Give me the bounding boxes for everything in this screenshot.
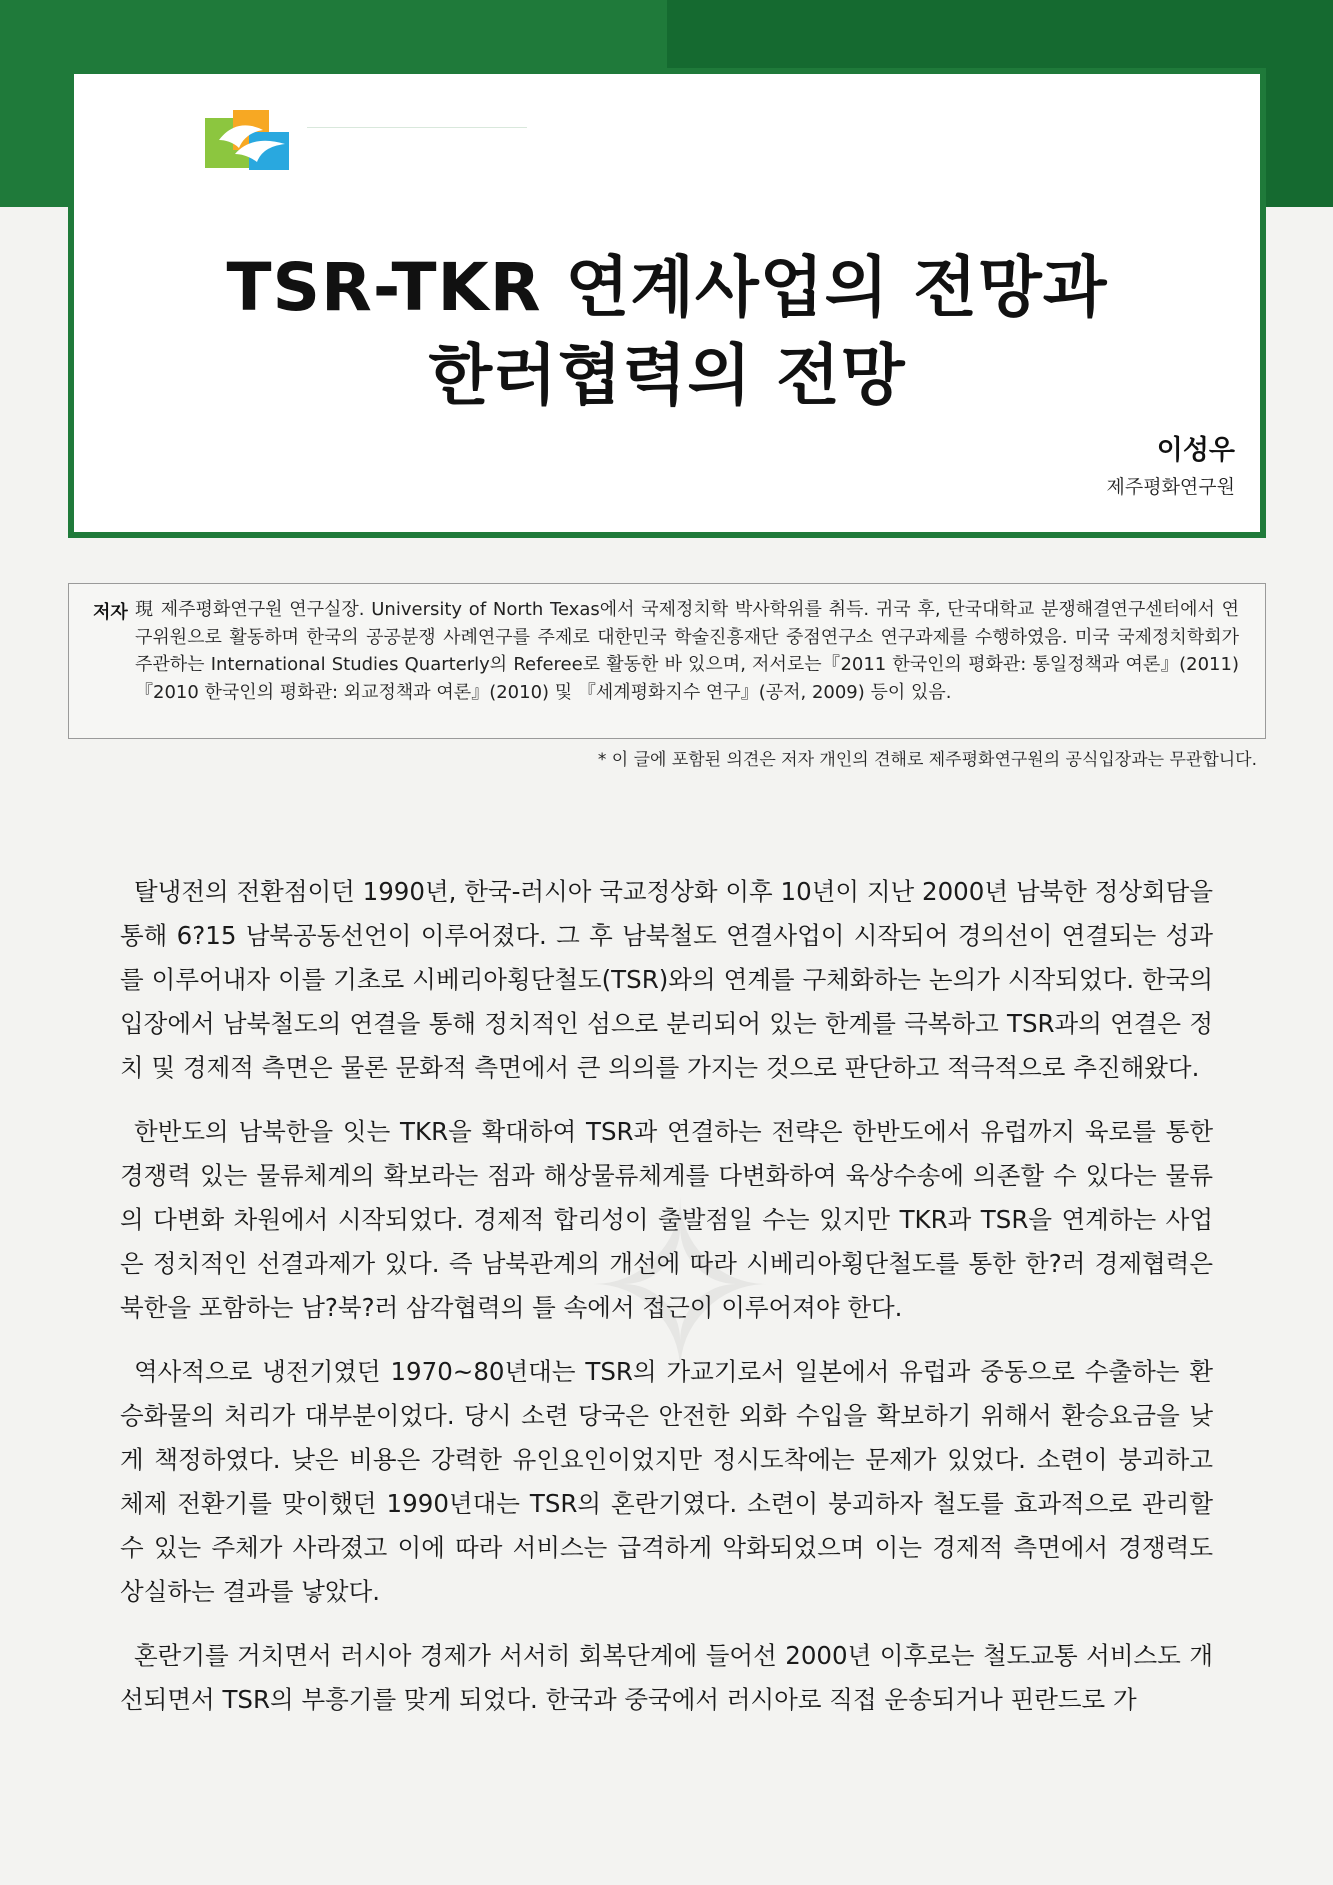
peacenet-brand: PeaceNet bbox=[889, 118, 1111, 168]
dove-logo-icon bbox=[205, 110, 293, 172]
title-line-1: TSR-TKR 연계사업의 전망과 bbox=[226, 249, 1108, 326]
bio-label: 저자 bbox=[93, 602, 128, 623]
institute-name-ko: 제주평화연구원 bbox=[307, 138, 531, 174]
disclaimer: * 이 글에 포함된 의견은 저자 개인의 견해로 제주평화연구원의 공식입장과는 무관합니다. bbox=[597, 750, 1257, 770]
document-title bbox=[74, 244, 1260, 420]
jpi-peacenet-logo bbox=[815, 113, 1111, 173]
author-affiliation: 제주평화연구원 bbox=[1106, 476, 1235, 498]
jeju-peace-institute-logo bbox=[205, 108, 531, 173]
paragraph-2: 한반도의 남북한을 잇는 TKR을 확대하여 TSR과 연결하는 전략은 한반도에서 유럽까지 육로를 통한 경쟁력 있는 물류체계의 확보라는 점과 해상물류체계를 다변화하여 육상수송에 의존할 수 있다는 물류의 다변화 차원에서 시작되었다. 경제적 합리성이 출발점일 수는 있지만 TKR과 TSR을 연계하는 사업은 정치적인 선결과제가 있다. 즉 남북관계의 개선에 따라 시베리아횡단철도를 통한 한?러 경제협력은 북한을 포함하는 남?북?러 삼각협력의 틀 속에서 접근이 이루어져야 한다. bbox=[120, 1117, 1213, 1322]
paragraph-4: 혼란기를 거치면서 러시아 경제가 서서히 회복단계에 들어선 2000년 이후로는 철도교통 서비스도 개선되면서 TSR의 부흥기를 맞게 되었다. 한국과 중국에서 러시아로 직접 운송되거나 핀란드로 가 bbox=[120, 1641, 1213, 1714]
author-name: 이성우 bbox=[1156, 435, 1235, 466]
institute-name-en: Jeju Peace Institute bbox=[307, 110, 527, 128]
article-body bbox=[120, 870, 1213, 1742]
watermark-logo: ✧ bbox=[583, 1156, 777, 1423]
paragraph-1: 탈냉전의 전환점이던 1990년, 한국-러시아 국교정상화 이후 10년이 지난 2000년 남북한 정상회담을 통해 6?15 남북공동선언이 이루어졌다. 그 후 남북철도 연결사업이 시작되어 경의선이 연결되는 성과를 이루어내자 이를 기초로 시베리아횡단철도(TSR)와의 연계를 구체화하는 논의가 시작되었다. 한국의 입장에서 남북철도의 연결을 통해 정치적인 섬으로 분리되어 있는 한계를 극복하고 TSR과의 연결은 정치 및 경제적 측면은 물론 문화적 측면에서 큰 의의를 가지는 것으로 판단하고 적극적으로 추진해왔다. bbox=[120, 877, 1213, 1082]
jpi-brand: JPI bbox=[815, 116, 880, 170]
bio-text: 現 제주평화연구원 연구실장. University of North Texas에서 국제정치학 박사학위를 취득. 귀국 후, 단국대학교 분쟁해결연구센터에서 연구위원으로 활동하며 한국의 공공분쟁 사례연구를 주제로 대한민국 학술진흥재단 중점연구소 연구과제를 수행하였음. 미국 국제정치학회가 주관하는 International Studies Quarterly의 Referee로 활동한 바 있으며, 저서로는『2011 한국인의 평화관: 통일정책과 여론』(2011) 『2010 한국인의 평화관: 외교정책과 여론』(2010) 및 『세계평화지수 연구』(공저, 2009) 등이 있음. bbox=[135, 599, 1239, 703]
author-bio-box bbox=[68, 583, 1266, 739]
title-line-2: 한러협력의 전망 bbox=[428, 337, 906, 414]
institute-name bbox=[307, 106, 531, 175]
paragraph-3: 역사적으로 냉전기였던 1970~80년대는 TSR의 가교기로서 일본에서 유럽과 중동으로 수출하는 환승화물의 처리가 대부분이었다. 당시 소련 당국은 안전한 외화 수입을 확보하기 위해서 환승요금을 낮게 책정하였다. 낮은 비용은 강력한 유인요인이었지만 정시도착에는 문제가 있었다. 소련이 붕괴하고 체제 전환기를 맞이했던 1990년대는 TSR의 혼란기였다. 소련이 붕괴하자 철도를 효과적으로 관리할 수 있는 주체가 사라졌고 이에 따라 서비스는 급격하게 악화되었으며 이는 경제적 측면에서 경쟁력도 상실하는 결과를 낳았다. bbox=[120, 1357, 1213, 1606]
